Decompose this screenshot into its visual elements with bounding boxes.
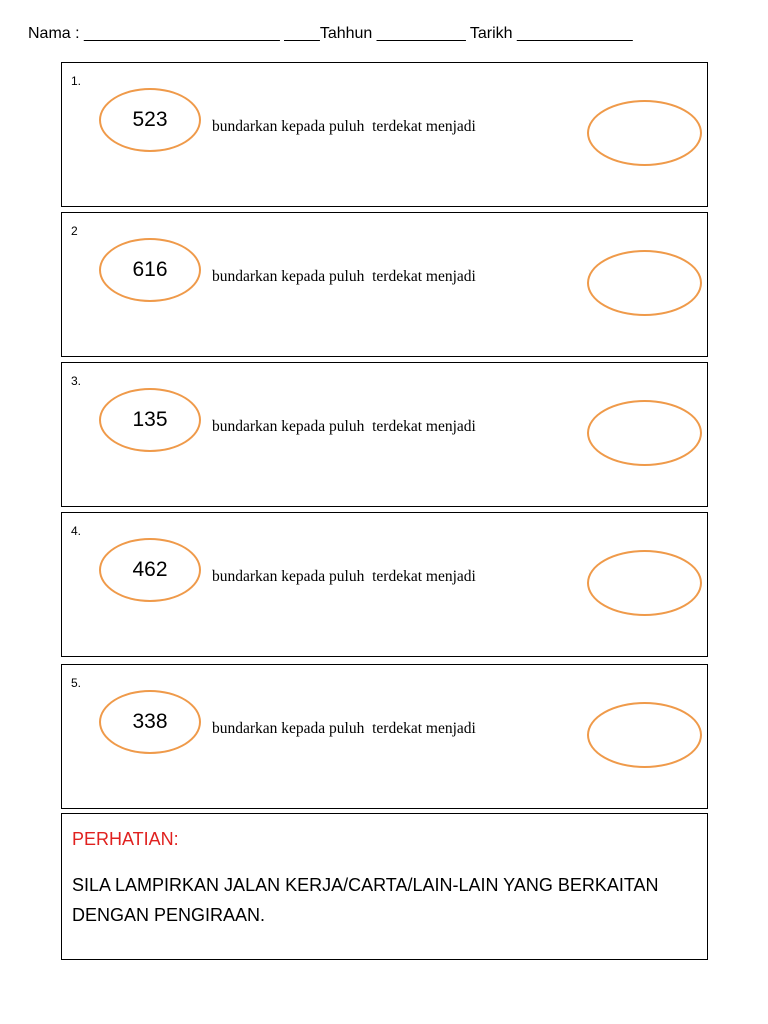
question-number: 2: [71, 224, 78, 238]
question-4-box: [61, 512, 708, 657]
question-number: 1.: [71, 74, 82, 88]
question-number: 4.: [71, 524, 82, 538]
given-number: 523: [132, 108, 168, 131]
notice-body: SILA LAMPIRKAN JALAN KERJA/CARTA/LAIN-LAIN YANG BERKAITAN DENGAN PENGIRAAN.: [72, 875, 659, 925]
answer-oval[interactable]: [587, 400, 702, 466]
question-instruction: bundarkan kepada puluh terdekat menjadi: [212, 268, 476, 285]
question-instruction: bundarkan kepada puluh terdekat menjadi: [212, 720, 476, 737]
question-number: 5.: [71, 676, 82, 690]
question-number: 3.: [71, 374, 82, 388]
question-instruction: bundarkan kepada puluh terdekat menjadi: [212, 118, 476, 135]
given-number: 462: [132, 558, 168, 581]
given-number-oval: [99, 238, 201, 302]
question-instruction: bundarkan kepada puluh terdekat menjadi: [212, 568, 476, 585]
answer-oval[interactable]: [587, 250, 702, 316]
notice-box: [61, 813, 708, 960]
question-5-box: [61, 664, 708, 809]
question-2-box: [61, 212, 708, 357]
given-number: 616: [132, 258, 168, 281]
question-3-box: [61, 362, 708, 507]
answer-oval[interactable]: [587, 100, 702, 166]
question-1-box: [61, 62, 708, 207]
given-number: 338: [132, 710, 168, 733]
given-number-oval: [99, 690, 201, 754]
given-number-oval: [99, 88, 201, 152]
given-number-oval: [99, 388, 201, 452]
student-info-header: Nama : ______________________ ____Tahhun __________ Tarikh _____________: [28, 25, 633, 42]
given-number-oval: [99, 538, 201, 602]
question-instruction: bundarkan kepada puluh terdekat menjadi: [212, 418, 476, 435]
answer-oval[interactable]: [587, 550, 702, 616]
notice-title: PERHATIAN:: [72, 829, 179, 849]
given-number: 135: [132, 408, 168, 431]
answer-oval[interactable]: [587, 702, 702, 768]
